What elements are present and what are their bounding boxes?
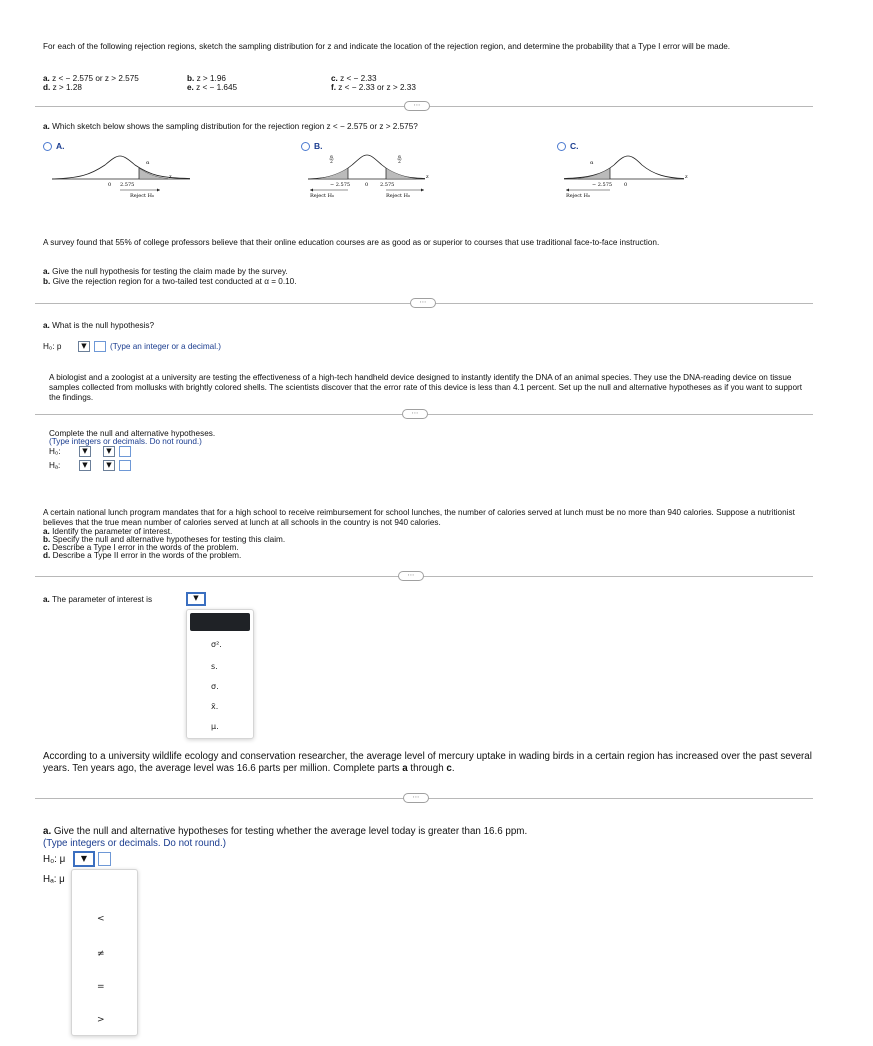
q3-ha-operator-dropdown[interactable]: ▼ [103, 460, 115, 471]
q2-question: a. What is the null hypothesis? [43, 321, 155, 330]
more-button[interactable]: ⋯ [404, 101, 430, 111]
q1-question: a. Which sketch below shows the sampling distribution for the rejection region z < − 2.575 or z > 2.575? [43, 122, 418, 131]
more-button[interactable]: ⋯ [402, 409, 428, 419]
tick-2575: 2.575 [380, 182, 395, 188]
reject-right-label: Reject H₀ [386, 193, 410, 199]
q3-intro: A biologist and a zoologist at a university are testing the effectiveness of a high-tech handheld device designed to instantly identify the DNA of an animal species. They use the DNA-reading device on tissue samples collected from mollusks with brightly colored shells. The scientists discover that the error rate of this device is less than 4.1 percent. Set up the null and alternative hypotheses as if you want to support the findings. [49, 373, 803, 402]
q4-question: a. The parameter of interest is [43, 595, 153, 604]
q4-intro: A certain national lunch program mandates that for a high school to receive reimbursement for school lunches, the number of calories served at lunch must be no more than 940 calories. Suppose a nutritionist believes that the true mean number of calories served at lunch at all schools in the country is not 940 calories. [43, 508, 795, 527]
menu-option-sigma-squared[interactable]: σ². [211, 640, 222, 649]
q3-hint: (Type integers or decimals. Do not round.) [49, 437, 202, 446]
q1-item-d: d. z > 1.28 [43, 83, 82, 92]
q3-h0-value-input[interactable] [119, 446, 131, 457]
q2-h0-label: H₀: p [43, 342, 62, 351]
q2-part-b: b. Give the rejection region for a two-tailed test conducted at α = 0.10. [43, 277, 297, 286]
alpha-left: α [330, 155, 334, 160]
q1-item-f: f. z < − 2.33 or z > 2.33 [331, 83, 416, 92]
tick-0: 0 [365, 182, 369, 188]
q4-part-d: d. Describe a Type II error in the words of the problem. [43, 551, 242, 560]
q1-item-e: e. z < − 1.645 [187, 83, 238, 92]
q5-intro: According to a university wildlife ecology and conservation researcher, the average level of mercury uptake in wading birds in a certain region has increased over the past several years. Ten years ago, the average level was 16.6 parts per million. Complete parts a through c. [43, 751, 812, 774]
q2-part-a: a. Give the null hypothesis for testing the claim made by the survey. [43, 267, 288, 276]
q5-operator-menu [71, 869, 138, 1036]
q1-item-b: b. z > 1.96 [187, 74, 226, 83]
q3-h0-operator-dropdown[interactable]: ▼ [103, 446, 115, 457]
alpha-right: α [398, 155, 402, 160]
menu-option-less-than[interactable]: < [97, 914, 105, 924]
option-c-sketch [562, 150, 712, 202]
q2-intro: A survey found that 55% of college professors believe that their online education courses are as good as or superior to courses that use traditional face-to-face instruction. [43, 238, 660, 247]
option-c-label[interactable]: C. [570, 141, 579, 151]
divider [35, 576, 813, 577]
q3-ha-value-input[interactable] [119, 460, 131, 471]
normal-curve [308, 155, 425, 179]
reject-label: Reject H₀ [566, 193, 590, 199]
menu-option-sigma[interactable]: σ. [211, 682, 219, 691]
menu-option-x-bar[interactable]: x̄. [211, 702, 219, 711]
q1-intro: For each of the following rejection regions, sketch the sampling distribution for z and indicate the location of the rejection region, and determine the probability that a Type I error will be made. [43, 42, 731, 51]
q3-ha-param-dropdown[interactable]: ▼ [79, 460, 91, 471]
q4-part-c: c. Describe a Type I error in the words of the problem. [43, 543, 239, 552]
tick-2575: 2.575 [120, 182, 135, 188]
q5-hint: (Type integers or decimals. Do not round.) [43, 838, 226, 849]
alpha-right-den: 2 [398, 160, 401, 165]
q4-parameter-dropdown[interactable]: ▼ [186, 592, 206, 606]
q5-h0-operator-dropdown[interactable]: ▼ [73, 851, 95, 867]
q3-h0-label: H₀: [49, 447, 61, 456]
option-a-label[interactable]: A. [56, 141, 65, 151]
q3-ha-label: Hₐ: [49, 461, 61, 470]
z-label: z [169, 174, 172, 180]
q2-h0-operator-dropdown[interactable]: ▼ [78, 341, 90, 352]
option-b-label[interactable]: B. [314, 141, 323, 151]
q4-part-b: b. Specify the null and alternative hypotheses for testing this claim. [43, 535, 286, 544]
q2-h0-value-input[interactable] [94, 341, 106, 352]
menu-option-greater-than[interactable]: > [97, 1015, 105, 1025]
q1-item-a: a. z < − 2.575 or z > 2.575 [43, 74, 139, 83]
more-button[interactable]: ⋯ [410, 298, 436, 308]
normal-curve [564, 156, 684, 179]
alpha-left-den: 2 [330, 160, 333, 165]
z-label: z [685, 174, 688, 180]
more-button[interactable]: ⋯ [398, 571, 424, 581]
q1-item-c: c. z < − 2.33 [331, 74, 377, 83]
menu-option-mu[interactable]: μ. [211, 722, 219, 731]
q5-h0-label: H₀: μ [43, 854, 66, 865]
q3-prompt: Complete the null and alternative hypotheses. [49, 429, 216, 438]
alpha-symbol: α [146, 160, 150, 166]
menu-option-not-equal[interactable]: ≠ [97, 949, 105, 959]
z-label: z [426, 174, 429, 180]
q5-h0-value-input[interactable] [98, 852, 111, 866]
option-a-sketch [50, 150, 200, 202]
reject-left-label: Reject H₀ [310, 193, 334, 199]
tick-0: 0 [624, 182, 628, 188]
tick-0: 0 [108, 182, 112, 188]
q5-question: a. Give the null and alternative hypotheses for testing whether the average level today is greater than 16.6 ppm. [43, 826, 528, 837]
option-b-sketch [300, 150, 450, 205]
menu-option-s[interactable]: s. [211, 662, 218, 671]
q3-h0-param-dropdown[interactable]: ▼ [79, 446, 91, 457]
reject-label: Reject H₀ [130, 193, 154, 199]
menu-highlight-empty[interactable] [190, 613, 250, 631]
q5-ha-label: Hₐ: μ [43, 874, 65, 885]
q4-parameter-menu [186, 609, 254, 739]
tick-neg2575: − 2.575 [330, 182, 351, 188]
q2-hint: (Type an integer or a decimal.) [110, 342, 222, 351]
menu-option-equal[interactable]: = [97, 982, 105, 992]
tick-neg2575: − 2.575 [592, 182, 613, 188]
q4-part-a: a. Identify the parameter of interest. [43, 527, 173, 536]
alpha-symbol: α [590, 160, 594, 166]
more-button[interactable]: ⋯ [403, 793, 429, 803]
